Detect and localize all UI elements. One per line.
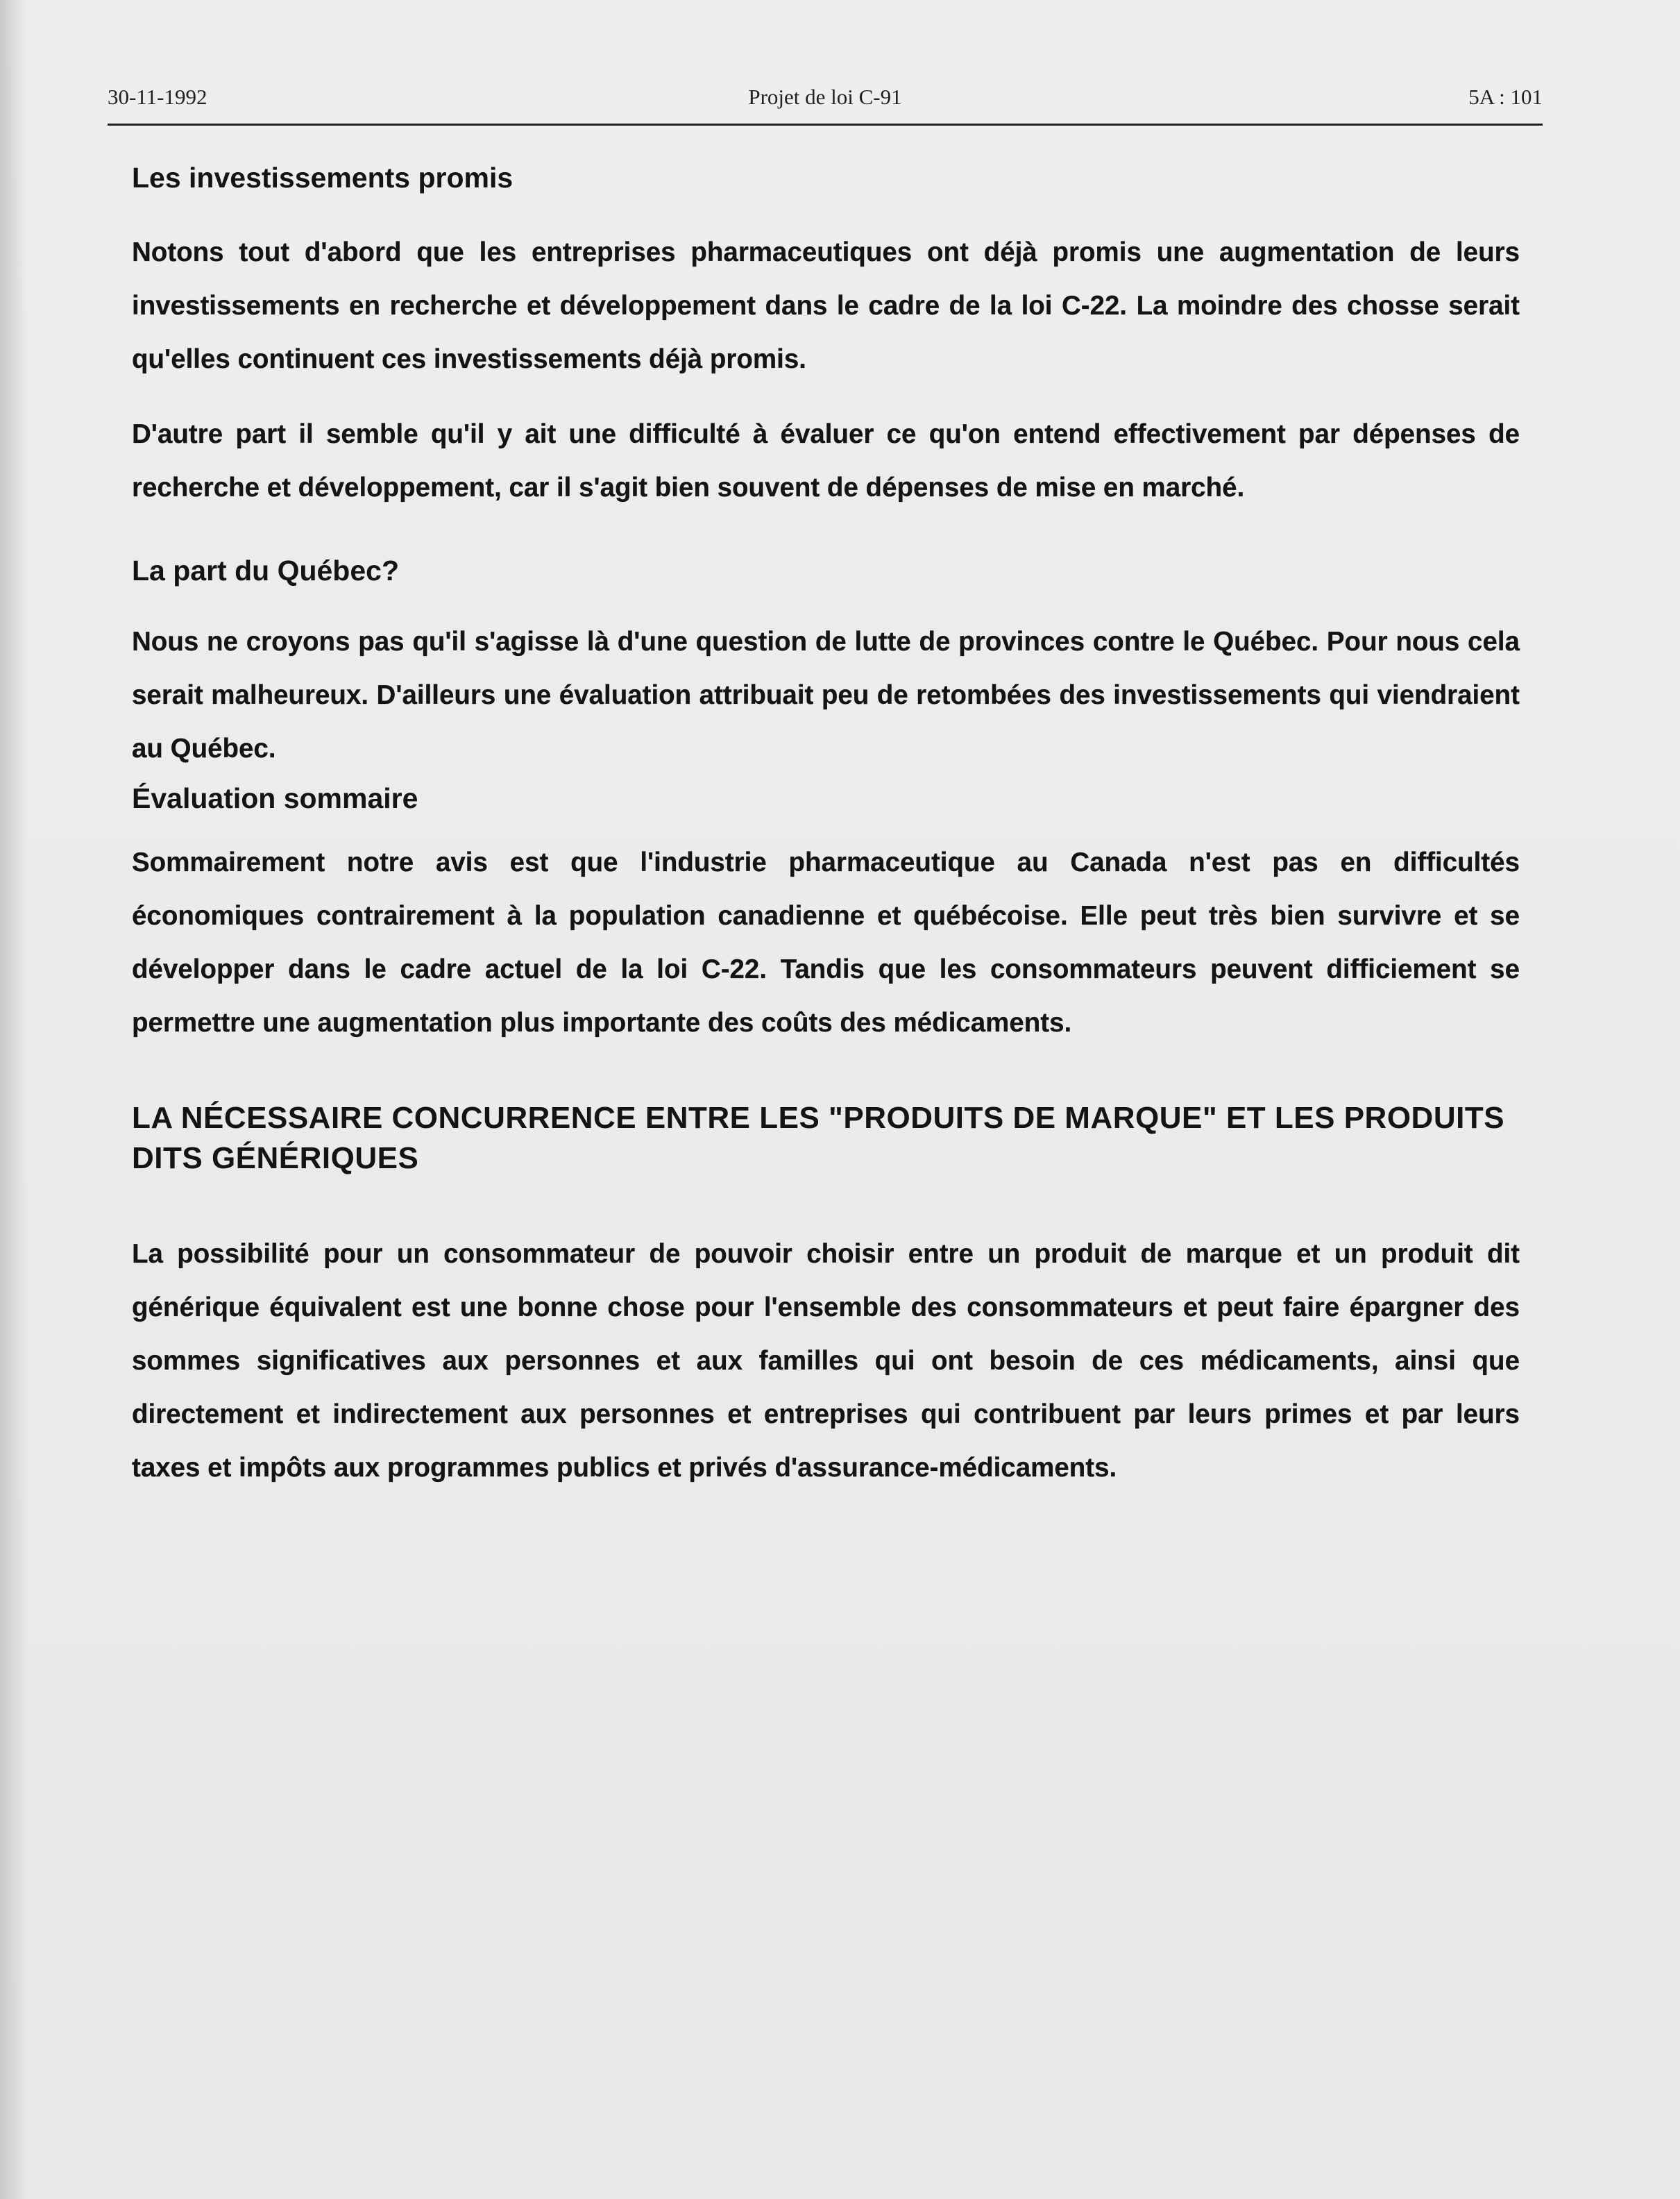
section-heading-part-quebec: La part du Québec? <box>132 555 399 587</box>
paragraph-concurrence: La possibilité pour un consommateur de pouvoir choisir entre un produit de marque et un produit dit générique équivalent est une bonne chose pour l'ensemble des consommateurs et peut faire épargner des sommes significatives aux personnes et aux familles qui ont besoin de ces médicaments, ainsi que directement et indirectement aux personnes et entreprises qui contribuent par leurs primes et par leurs taxes et impôts aux programmes publics et privés d'assurance-médicaments. <box>132 1239 1520 1483</box>
page-header <box>108 76 1543 126</box>
page-edge-shadow <box>0 0 28 2199</box>
page-body <box>132 149 1520 1494</box>
paragraph-part-quebec: Nous ne croyons pas qu'il s'agisse là d'une question de lutte de provinces contre le Québec. Pour nous cela serait malheureux. D'ailleurs une évaluation attribuait peu de retombées des investissements qui viendraient au Québec. <box>132 627 1520 764</box>
paragraph-investissements-1: Notons tout d'abord que les entreprises pharmaceutiques ont déjà promis une augmentation de leurs investissements en recherche et développement dans le cadre de la loi C-22. La moindre des chosse serait qu'elles continuent ces investissements déjà promis. <box>132 237 1520 374</box>
section-heading-investissements: Les investissements promis <box>132 162 514 194</box>
paragraph-investissements-2: D'autre part il semble qu'il y ait une difficulté à évaluer ce qu'on entend effectivement par dépenses de recherche et développement, car il s'agit bien souvent de dépenses de mise en marché. <box>132 419 1520 503</box>
header-date: 30-11-1992 <box>108 85 207 109</box>
paragraph-evaluation: Sommairement notre avis est que l'industrie pharmaceutique au Canada n'est pas en difficultés économiques contrairement à la population canadienne et québécoise. Elle peut très bien survivre et se développer dans le cadre actuel de la loi C-22. Tandis que les consommateurs peuvent difficiement se permettre une augmentation plus importante des coûts des médicaments. <box>132 848 1520 1038</box>
header-title: Projet de loi C-91 <box>748 85 902 109</box>
header-page-ref: 5A : 101 <box>1468 85 1543 109</box>
section-heading-concurrence: LA NÉCESSAIRE CONCURRENCE ENTRE LES "PRODUITS DE MARQUE" ET LES PRODUITS DITS GÉNÉRIQUES <box>132 1101 1505 1175</box>
section-heading-evaluation: Évaluation sommaire <box>132 782 418 814</box>
